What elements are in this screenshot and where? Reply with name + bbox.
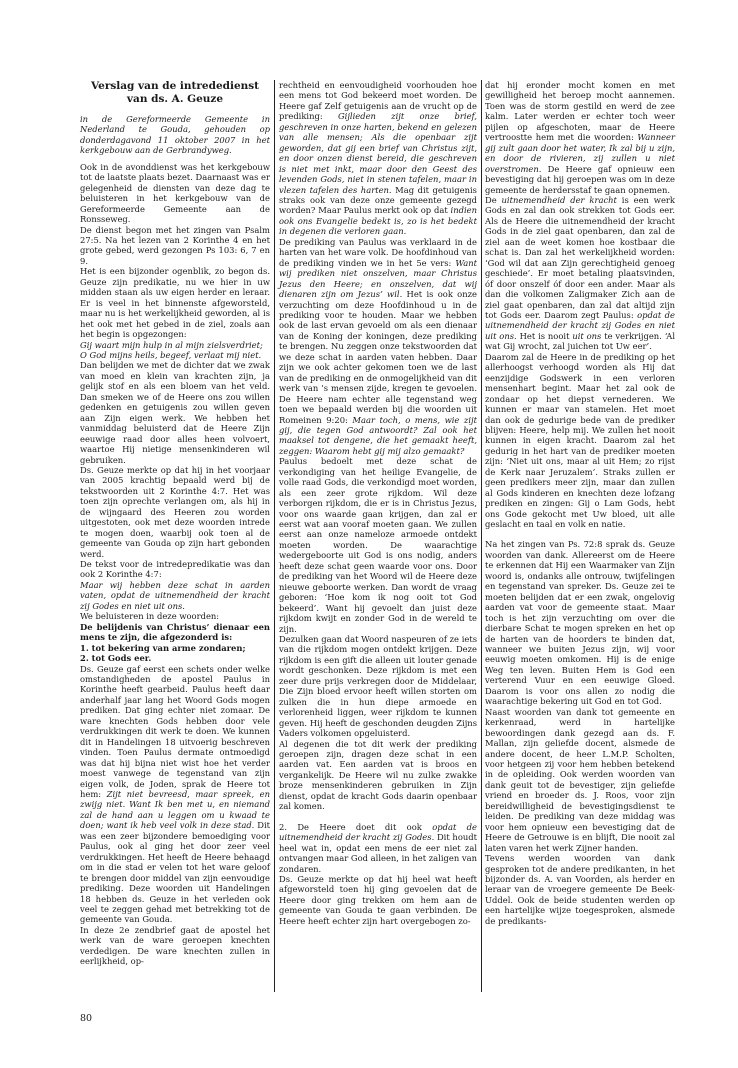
paragraph: Ds. Geuze gaf eerst een schets onder welke omstandigheden de apostel Paulus in Korinthe heeft gearbeid. Paulus heeft daar anderhalf jaar lang het Woord Gods mogen prediken. Dat ging echter niet zomaar. De ware knechten Gods hebben door vele verdrukkingen dit werk te doen. We kunnen dit in Handelingen 18 uitvoerig beschreven vinden. Toen Paulus dermate ontmoedigd was dat hij bijna niet wist hoe het verder moest vanwege de tegenstand van zijn eigen volk, de Joden, sprak de Heere tot hem: Zijt niet bevreesd, maar spreek, en zwijg niet. Want Ik ben met u, en niemand zal de hand aan u leggen om u kwaad te doen; want ik heb veel volk in deze stad. Dit was een zeer bijzondere bemoediging voor Paulus, ook al ging het door zeer veel verdrukkingen. Het heeft de Heere behaagd om in die stad er velen tot het ware geloof te brengen door middel van zijn eenvoudige prediking. Deze woorden uit Handelingen 18 hebben ds. Geuze in het verleden ook veel te zeggen gehad met betrekking tot de gemeente van Gouda.: [80, 663, 270, 925]
paragraph: De prediking van Paulus was verklaard in de harten van het ware volk. De hoofdinhoud van de prediking vinden we in het 5e vers: Want wij prediken niet onszelven, maar Christus Jezus den Heere; en onszelven, dat wij dienaren zijn om Jezus’ wil. Het is ook onze verzuchting om deze Hoofdinhoud u in de prediking voor te houden. Maar we hebben ook de last ervan gevoeld om als een dienaar van de Koning der koningen, deze prediking te brengen. Nu zeggen onze tekstwoorden dat we deze schat in aarden vaten hebben. Daar zijn we ook achter gekomen toen we de last van de prediking en de onmogelijkheid van dit werk van ’s mensen zijde, kregen te gevoelen. De Heere nam echter alle tegenstand weg toen we bepaald werden bij die woorden uit Romeinen 9:20: Maar toch, o mens, wie zijt gij, die tegen God antwoordt? Zal ook het maaksel tot dengene, die het gemaakt heeft, zeggen: Waarom hebt gij mij alzo gemaakt?: [279, 236, 477, 456]
paragraph: Paulus bedoelt met deze schat de verkondiging van het heilige Evangelie, de volle raad Gods, die verkondigd moet worden, als een zeer grote rijkdom. Wil deze verborgen rijkdom, die er is in Christus Jezus, voor ons waarde gaan krijgen, dan zal er eerst wat aan vooraf moeten gaan. We zullen eerst aan onze nameloze armoede ontdekt moeten worden. De waarachtige wedergeboorte uit God is ons nodig, anders heeft deze schat geen waarde voor ons. Door de prediking van het Woord wil de Heere deze nieuwe geboorte werken. Dan wordt de vraag geboren: ‘Hoe kom ik nog ooit tot God bekeerd’. Want hij gevoelt dan juist deze rijkdom kwijt en zonder God in de wereld te zijn.: [279, 456, 477, 634]
paragraph: Ook in de avonddienst was het kerkgebouw tot de laatste plaats bezet. Daarnaast was er gelegenheid de diensten van deze dag te beluisteren in het kerkgebouw van de Gereformeerde Gemeente aan de Ronsseweg.: [80, 161, 270, 225]
column-divider: [481, 80, 482, 992]
paragraph: Al degenen die tot dit werk der prediking geroepen zijn, dragen deze schat in een aarden vat. Een aarden vat is broos en vergankelijk. De Heere wil nu zulke zwakke broze mensenkinderen gebruiken in Zijn dienst, opdat de kracht Gods daarin openbaar zal komen.: [279, 738, 477, 812]
paragraph: Dan belijden we met de dichter dat we zwak van moed en klein van krachten zijn, ja gelijk stof en als een bloem van het veld. Dan smeken we of de Heere ons zou willen gedenken en getuigenis zou willen geven aan Zijn eigen werk. We hebben het vanmiddag beluisterd dat de Heere Zijn eeuwige raad door alles heen volvoert, waartoe Hij nietige mensenkinderen wil gebruiken.: [80, 360, 270, 465]
paragraph: 2. De Heere doet dit ook opdat de uitnemendheid der kracht zij Godes. Dit houdt heel wat in, opdat een mens de eer niet zal ontvangen maar God alleen, in het zaligen van zondaren.: [279, 821, 477, 874]
psalm-quote: Gij waart mijn hulp in al mijn zielsverdriet;: [80, 339, 263, 350]
column-middle: [279, 80, 477, 926]
sermon-point: 1. tot bekering van arme zondaren;: [80, 642, 246, 653]
paragraph: Daarom zal de Heere in de prediking op het allerhoogst verhoogd worden als Hij dat eenzijdige Godswerk in een verloren mensenhart begint. Maar het zal ook de zondaar op het diepst vernederen. We kunnen er maar van stamelen. Het moet dan ook de gedurige bede van de prediker blijven: Heere, help mij. We zullen het nooit kunnen in eigen kracht. Daarom zal het gedurig in het hart van de prediker moeten zijn: ‘Niet uit ons, maar al uit Hem; zo rijst de Kerk naar Jeruzalem’. Straks zullen er geen predikers meer zijn, maar dan zullen al Gods kinderen en knechten deze lofzang prediken en zingen: Gij o Lam Gods, hebt ons Gode gekocht met Uw bloed, uit alle geslacht en taal en volk en natie.: [485, 351, 675, 530]
paragraph: rechtheid en eenvoudigheid voorhouden hoe een mens tot God bekeerd moet worden. De Heere gaf Zelf getuigenis aan de vrucht op de prediking: Gijlieden zijt onze brief, geschreven in onze harten, bekend en gelezen van alle mensen; Als die openbaar zijt geworden, dat gij een brief van Christus zijt, en door onzen dienst bereid, die geschreven is niet met inkt, maar door den Geest des levenden Gods, niet in stenen tafelen, maar in vlezen tafelen des harten. Mag dit getuigenis straks ook van deze onze gemeente gezegd worden? Maar Paulus merkt ook op dat indien ook ons Evangelie bedekt is, zo is het bedekt in degenen die verloren gaan.: [279, 80, 477, 237]
page-number: 80: [80, 1013, 93, 1024]
column-left: [80, 80, 270, 967]
article-title: Verslag van de intrededienst van ds. A. Geuze: [90, 80, 260, 105]
paragraph: Naast woorden van dank tot gemeente en kerkenraad, werd in hartelijke bewoordingen dank gezegd aan ds. F. Mallan, zijn geliefde docent, alsmede de andere docent, de heer L.M.P. Scholten, voor hetgeen zij voor hem hebben betekend in de opleiding. Ook werden woorden van dank geuit tot de bevestiger, zijn geliefde vriend en broeder ds. J. Roos, voor zijn bereidwilligheid de bevestigingsdienst te leiden. De prediking van deze middag was voor hem opnieuw een bevestiging dat de Heere de Getrouwe is en blijft, Die nooit zal laten varen het werk Zijner handen.: [485, 706, 675, 853]
paragraph: Het is een bijzonder ogenblik, zo begon ds. Geuze zijn predikatie, nu we hier in uw midden staan als uw eigen herder en leraar. Er is veel in het binnenste afgeworsteld, maar nu is het werkelijkheid geworden, al is het ook met het gebed in de ziel, zoals aan het begin is opgezongen:: [80, 266, 270, 340]
paragraph: Dezulken gaan dat Woord naspeuren of ze iets van die rijkdom mogen ontdekt krijgen. Deze rijkdom is een gift die alleen uit louter genade wordt geschonken. Deze rijkdom is met een zeer dure prijs verkregen door de Middelaar, Die Zijn bloed ervoor heeft willen storten om zulken die in hun diepe armoede en verlorenheid liggen, weer rijkdom te kunnen geven. Hij heeft de geschonden deugden Zijns Vaders volkomen opgeluisterd.: [279, 634, 477, 739]
sermon-point: 2. tot Gods eer.: [80, 653, 152, 664]
paragraph: De tekst voor de intredepredikatie was dan ook 2 Korinthe 4:7:: [80, 559, 270, 580]
paragraph: Ds. Geuze merkte op dat hij heel wat heeft afgeworsteld toen hij ging gevoelen dat de Heere door ging trekken om hem aan de gemeente van Gouda te gaan verbinden. De Heere heeft echter zijn hart overgebogen zo-: [279, 873, 477, 926]
column-divider: [274, 80, 275, 992]
psalm-quote: O God mijns heils, begeef, verlaat mij niet.: [80, 349, 262, 360]
paragraph: Tevens werden woorden van dank gesproken tot de andere predikanten, in het bijzonder ds. A. van Voorden, als herder en leraar van de vroegere gemeente De Beek-Uddel. Ook de beide studenten werden op een hartelijke wijze toegesproken, alsmede de predikants-: [485, 853, 675, 926]
sermon-theme: De belijdenis van Christus’ dienaar een mens te zijn, die afgezonderd is:: [80, 621, 270, 643]
paragraph: De dienst begon met het zingen van Psalm 27:5. Na het lezen van 2 Korinthe 4 en het grote gebed, werd gezongen Ps 103: 6, 7 en 9.: [80, 224, 270, 266]
paragraph: dat hij eronder mocht komen en met gewilligheid het beroep mocht aannemen. Toen was de storm gestild en werd de zee kalm. Later werden er echter toch weer pijlen op afgeschoten, maar de Heere vertroostte hem met die woorden: Wanneer gij zult gaan door het water, Ik zal bij u zijn, en door de rivieren, zij zullen u niet overstromen. De Heere gaf opnieuw een bevestiging dat hij geroepen was om in deze gemeente de herdersstaf te gaan opnemen.: [485, 80, 675, 195]
article-subtitle: in de Gereformeerde Gemeente in Nederland te Gouda, gehouden op donderdagavond 11 oktober 2007 in het kerkgebouw aan de Gerbrandyweg.: [80, 114, 270, 156]
column-right: [485, 80, 675, 926]
paragraph: Na het zingen van Ps. 72:8 sprak ds. Geuze woorden van dank. Allereerst om de Heere te erkennen dat Hij een Waarmaker van Zijn woord is, ondanks alle ontrouw, twijfelingen en tegenstand van spreker. Ds. Geuze zei te moeten belijden dat er een zwak, ongelovig aarden vat voor de gemeente staat. Maar toch is het zijn verzuchting om over die dierbare Schat te mogen spreken en het op de harten van de hoorders te binden dat, wanneer we buiten Jezus zijn, wij voor eeuwig moeten omkomen. Hij is de enige Weg ten leven. Buiten Hem is God een verterend Vuur en een eeuwige Gloed. Daarom is voor ons allen zo nodig die waarachtige bekering uit God en tot God.: [485, 539, 675, 707]
paragraph: De uitnemendheid der kracht is een werk Gods en zal dan ook strekken tot Gods eer. Als de Heere die uitnemendheid der kracht Gods in de ziel gaat openbaren, dan zal de ziel aan de weet komen hoe kostbaar die schat is. Dan zal het werkelijkheid worden: ‘God wil dat aan Zijn gerechtigheid genoeg geschiede’. Er moet betaling plaatsvinden, óf door onszelf óf door een ander. Maar als dan die volkomen Zaligmaker Zich aan de ziel gaat openbaren, dan zal dat altijd zijn tot Gods eer. Daarom zegt Paulus: opdat de uitnemendheid der kracht zij Godes en niet uit ons. Het is nooit uit ons te verkrijgen. ‘Al wat Gij wrocht, zal juichen tot Uw eer’.: [485, 194, 676, 352]
paragraph: Ds. Geuze merkte op dat hij in het voorjaar van 2005 krachtig bepaald werd bij de tekstwoorden uit 2 Korinthe 4:7. Het was toen zijn oprechte verlangen om, als hij in de wijngaard des Heeren zou worden uitgestoten, ook met deze woorden intrede te mogen doen, waarbij ook toen al de gemeente van Gouda op zijn hart gebonden werd.: [80, 464, 270, 559]
text-quote: Maar wij hebben deze schat in aarden vaten, opdat de uitnemendheid der kracht zij Godes en niet uit ons.: [80, 579, 270, 611]
paragraph: We beluisteren in deze woorden:: [80, 611, 220, 622]
paragraph: In deze 2e zendbrief gaat de apostel het werk van de ware geroepen knechten verdedigen. De ware knechten zullen in eerlijkheid, op-: [80, 924, 270, 967]
